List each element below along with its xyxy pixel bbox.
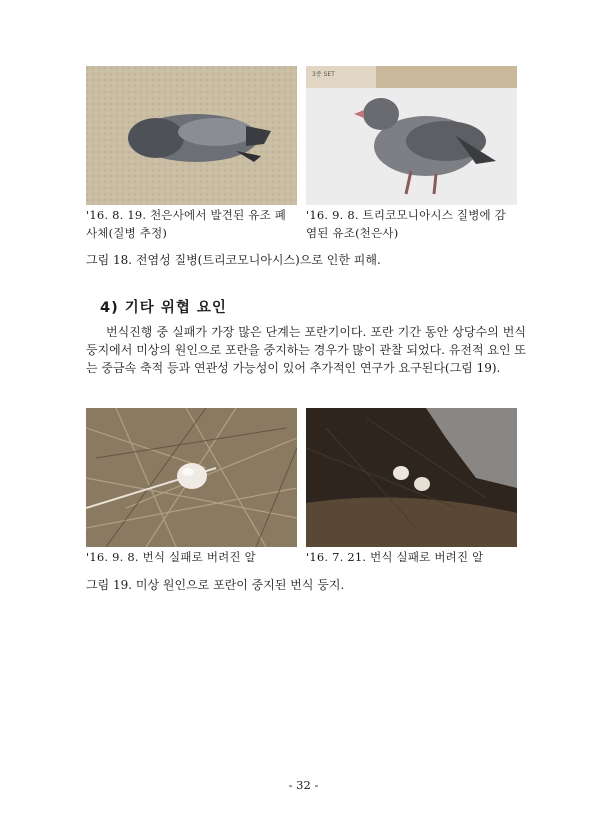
caption-line: 염된 유조(천은사) bbox=[306, 226, 399, 240]
nest-egg-photo-left bbox=[86, 408, 297, 547]
box-label: 3종 SET bbox=[312, 71, 335, 78]
fig19-caption-right: '16. 7. 21. 번식 실패로 버려진 알 bbox=[306, 550, 484, 564]
section-heading: 4) 기타 위협 요인 bbox=[100, 300, 227, 316]
figure-18-title: 그림 18. 전염성 질병(트리코모니아시스)으로 인한 피해. bbox=[86, 253, 381, 267]
nest-egg-photo-right bbox=[306, 408, 517, 547]
figure-19-title: 그림 19. 미상 원인으로 포란이 중지된 번식 둥지. bbox=[86, 578, 345, 592]
sick-pigeon-photo bbox=[306, 66, 517, 205]
caption-line: '16. 9. 8. 트리코모니아시스 질병에 감 bbox=[306, 208, 506, 222]
fig18-caption-right bbox=[306, 206, 521, 242]
caption-line: '16. 8. 19. 천은사에서 발견된 유조 폐 bbox=[86, 208, 287, 222]
fig19-caption-left: '16. 9. 8. 번식 실패로 버려진 알 bbox=[86, 550, 256, 564]
body-paragraph: 번식진행 중 실패가 가장 많은 단계는 포란기이다. 포란 기간 동안 상당수의 번식 둥지에서 미상의 원인으로 포란을 중지하는 경우가 많이 관찰 되었다. 유전적 요인 또는 중금속 축적 등과 연관성 가능성이 있어 추가적인 연구가 요구된다(그림 19). bbox=[86, 325, 526, 375]
caption-line: 사체(질병 추정) bbox=[86, 226, 168, 240]
page-number: - 32 - bbox=[288, 778, 319, 792]
fig18-caption-left bbox=[86, 206, 301, 242]
dead-chick-photo bbox=[86, 66, 297, 205]
